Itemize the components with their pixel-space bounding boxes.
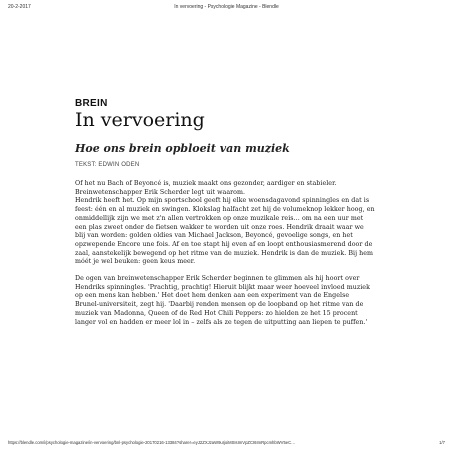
page-number: 1/7 <box>439 440 445 445</box>
section-label: BREIN <box>75 98 108 109</box>
paragraph: Of het nu Bach of Beyoncé is, muziek maakt ons gezonder, aardiger en stabieler. Breinwetenschapper Erik Scherder legt uit waarom. Hendrik heeft het. Op mijn sportschool geeft hij elke woensdagavond spinningles en dat is feest: één en al muziek en swingen. Klokslag halfacht zet hij de volumeknop lekker hoog, en onmiddellijk zijn we met z'n allen vertrokken op onze muzikale reis… om na een uur met een plas zweet onder de fietsen wakker te worden uit onze roes. Hendrik draait waar we blij van worden: golden oldies van Michael Jackson, Beyoncé, gevoelige songs, en het opzwepende Encore une fois. Af en toe stapt hij even af en loopt enthousiasmerend door de zaal, aanstekelijk bewegend op het ritme van de muziek. Hendrik is dan de muziek. Bij hem móét je wel beuken: geen keus meer. <box>75 180 375 266</box>
print-date: 20-2-2017 <box>8 4 31 10</box>
paragraph: De ogen van breinwetenschapper Erik Scherder beginnen te glimmen als hij hoort over Hendriks spinningles. 'Prachtig, prachtig! Hieruit blijkt maar weer hoeveel invloed muziek op een mens kan hebben.' Het doet hem denken aan een experiment van de Engelse Brunel-universiteit, zegt hij. 'Daarbij renden mensen op de loopband op het ritme van de muziek van Madonna, Queen of de Red Hot Chili Peppers: zo hielden ze het 15 procent langer vol en hadden er meer lol in – zelfs als ze tegen de uitputting aan liepen te puffen.' <box>75 275 370 326</box>
print-url: https://blendle.com/i/psychologie-magazine/in-vervoering/bnl-psychologie-20170216-13384?sharer=eyJ2ZXJzaW9uIjoiMSIsImVpZCI6ImRpcmhbWV5eC… <box>8 440 296 445</box>
article-subtitle: Hoe ons brein opbloeit van muziek <box>75 142 290 155</box>
article-headline: In vervoering <box>75 109 205 131</box>
article-byline: TEKST: EDWIN ODEN <box>75 162 140 168</box>
print-footer <box>8 440 445 448</box>
article <box>75 98 375 327</box>
article-body <box>75 180 375 327</box>
print-header <box>8 4 445 14</box>
print-page-title: In vervoering - Psychologie Magazine - Blendle <box>174 4 279 10</box>
